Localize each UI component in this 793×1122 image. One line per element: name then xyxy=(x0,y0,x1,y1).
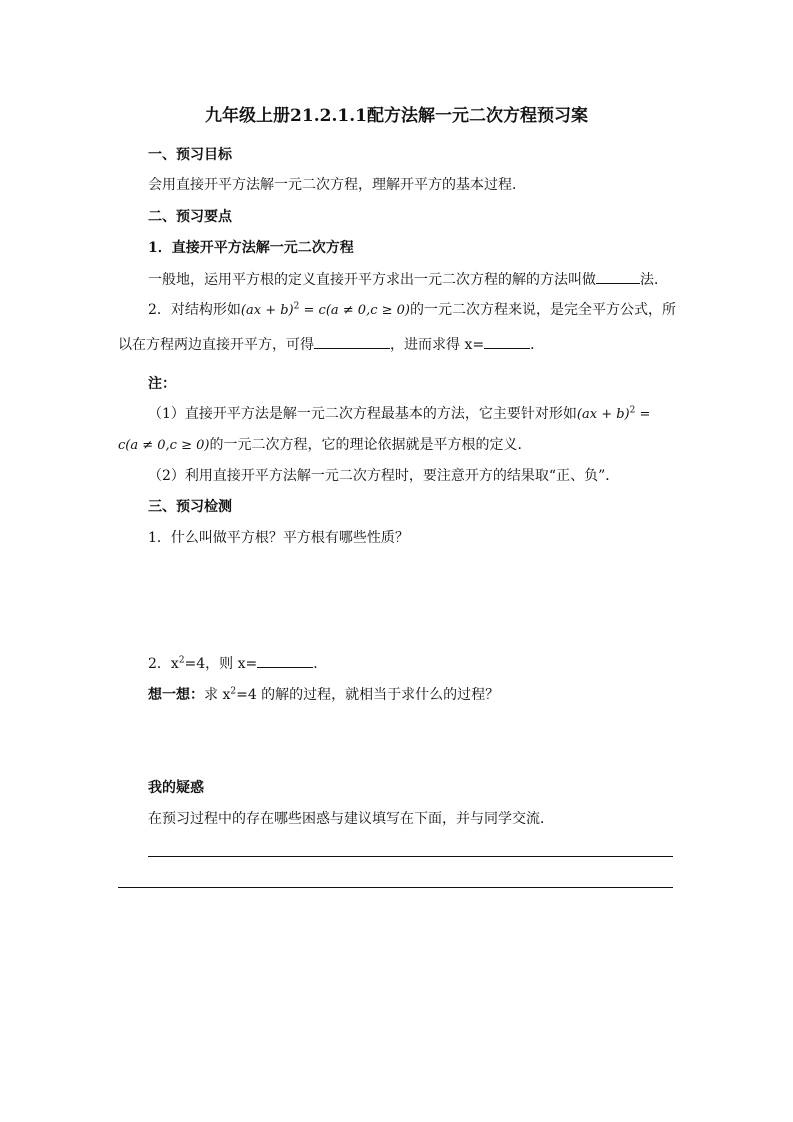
note-formula-square: (ax + b) xyxy=(576,407,630,422)
note-formula-condition: c(a ≠ 0,c ≥ 0) xyxy=(118,438,210,453)
think-exponent: 2 xyxy=(230,686,237,697)
paragraph-3-tail: ． xyxy=(530,337,545,353)
paragraph-2-text: 2．对结构形如 xyxy=(148,302,241,318)
answer-blank-q2[interactable] xyxy=(257,653,313,668)
note-1-line-2 xyxy=(118,435,531,456)
paragraph-2-line-1 xyxy=(148,300,676,321)
question-2-text: 2．x xyxy=(148,656,179,672)
think-tail: =4 的解的过程，就相当于求什么的过程？ xyxy=(236,687,500,703)
answer-blank-root[interactable] xyxy=(314,334,390,349)
paragraph-1-tail: 法． xyxy=(640,272,668,288)
section-3-heading: 三、预习检测 xyxy=(148,499,232,515)
paragraph-3-mid: ，进而求得 x= xyxy=(390,337,485,353)
paragraph-1 xyxy=(148,269,668,290)
section-2-heading: 二、预习要点 xyxy=(148,209,232,225)
question-2-mid: =4，则 x= xyxy=(184,656,258,672)
paragraph-2-line-2 xyxy=(118,334,544,355)
note-1-line-1 xyxy=(148,404,650,425)
note-label: 注： xyxy=(148,376,176,392)
answer-blank-method[interactable] xyxy=(596,269,640,284)
formula-square: (ax + b) xyxy=(240,303,294,318)
section-1-text: 会用直接开平方法解一元二次方程，理解开平方的基本过程． xyxy=(148,177,526,193)
question-2-tail: ． xyxy=(313,656,328,672)
document-title: 九年级上册21.2.1.1配方法解一元二次方程预习案 xyxy=(205,106,588,126)
think-label: 想一想： xyxy=(148,687,204,703)
question-1: 1．什么叫做平方根？平方根有哪些性质？ xyxy=(148,530,409,546)
note-1-text: （1）直接开平方法是解一元二次方程最基本的方法，它主要针对形如 xyxy=(148,406,577,422)
section-2-subheading: 1．直接开平方法解一元二次方程 xyxy=(148,240,354,256)
note-1-tail: 的一元二次方程，它的理论依据就是平方根的定义． xyxy=(209,437,532,453)
note-formula-exponent: 2 xyxy=(629,405,636,416)
answer-line-1[interactable] xyxy=(148,856,673,857)
question-2-exponent: 2 xyxy=(178,655,185,666)
paragraph-3-text: 以在方程两边直接开平方，可得 xyxy=(118,337,314,353)
think-prompt xyxy=(148,685,499,705)
doubts-text: 在预习过程中的存在哪些困惑与建议填写在下面，并与同学交流． xyxy=(148,811,554,827)
question-2 xyxy=(148,653,327,674)
note-2: （2）利用直接开平方法解一元二次方程时，要注意开方的结果取“正、负”． xyxy=(148,468,620,484)
section-1-heading: 一、预习目标 xyxy=(148,147,232,163)
note-formula-equals: = xyxy=(635,407,651,422)
paragraph-2-tail: 的一元二次方程来说，是完全平方公式，所 xyxy=(409,302,676,318)
formula-condition: = c(a ≠ 0,c ≥ 0) xyxy=(299,303,410,318)
doubts-heading: 我的疑惑 xyxy=(148,780,204,796)
formula-exponent: 2 xyxy=(293,301,300,312)
answer-line-2[interactable] xyxy=(118,887,673,888)
think-text: 求 x xyxy=(204,687,231,703)
paragraph-1-text: 一般地，运用平方根的定义直接开平方求出一元二次方程的解的方法叫做 xyxy=(148,272,596,288)
answer-blank-x[interactable] xyxy=(484,334,530,349)
